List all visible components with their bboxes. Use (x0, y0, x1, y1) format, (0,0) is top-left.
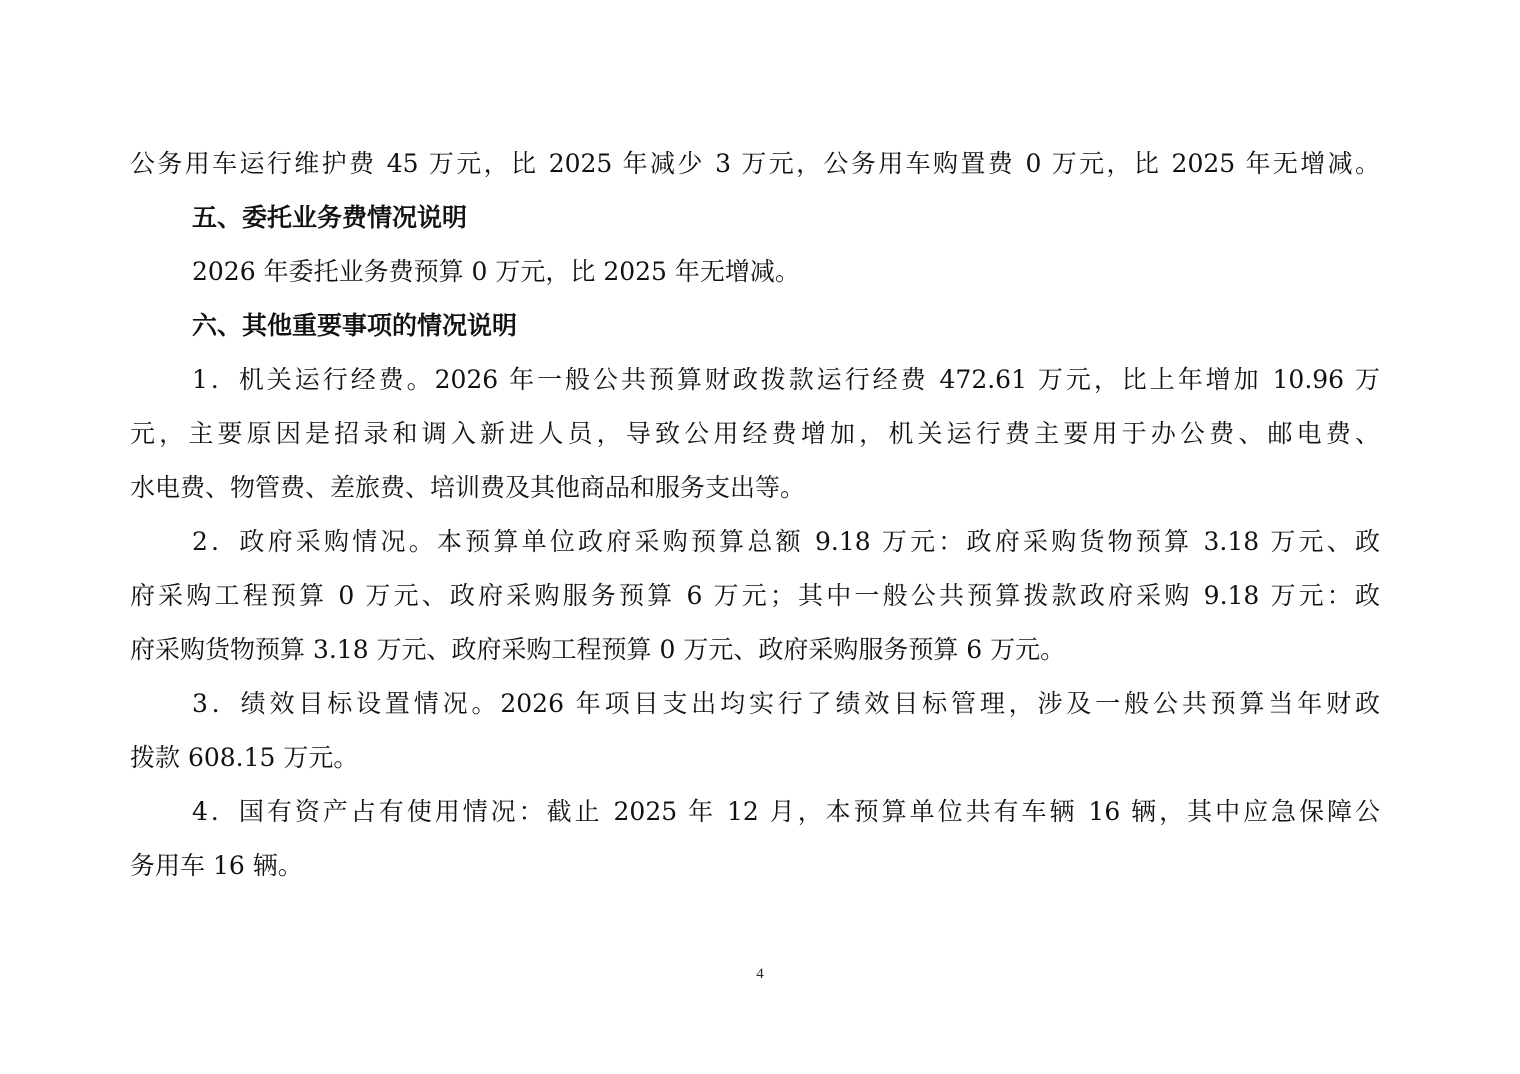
paragraph-line: 3．绩效目标设置情况。2026 年项目支出均实行了绩效目标管理，涉及一般公共预算当年财政 (192, 689, 1380, 718)
paragraph-line: 4．国有资产占有使用情况：截止 2025 年 12 月，本预算单位共有车辆 16 辆，其中应急保障公 (192, 797, 1380, 826)
paragraph-line: 水电费、物管费、差旅费、培训费及其他商品和服务支出等。 (130, 473, 806, 502)
paragraph-line: 元，主要原因是招录和调入新进人员，导致公用经费增加，机关运行费主要用于办公费、邮电费、 (130, 419, 1380, 448)
paragraph-line: 公务用车运行维护费 45 万元，比 2025 年减少 3 万元，公务用车购置费 0 万元，比 2025 年无增减。 (130, 149, 1380, 178)
paragraph-line: 拨款 608.15 万元。 (130, 743, 359, 772)
paragraph-line: 府采购工程预算 0 万元、政府采购服务预算 6 万元；其中一般公共预算拨款政府采购 9.18 万元：政 (130, 581, 1380, 610)
page-number: 4 (756, 966, 764, 982)
paragraph-line: 2026 年委托业务费预算 0 万元，比 2025 年无增减。 (192, 257, 800, 286)
paragraph-line: 2．政府采购情况。本预算单位政府采购预算总额 9.18 万元：政府采购货物预算 3.18 万元、政 (192, 527, 1380, 556)
section-heading-5: 五、委托业务费情况说明 (192, 203, 468, 232)
section-heading-6: 六、其他重要事项的情况说明 (192, 311, 518, 340)
paragraph-line: 府采购货物预算 3.18 万元、政府采购工程预算 0 万元、政府采购服务预算 6 万元。 (130, 635, 1066, 664)
paragraph-line: 1．机关运行经费。2026 年一般公共预算财政拨款运行经费 472.61 万元，比上年增加 10.96 万 (192, 365, 1380, 394)
document-body (130, 137, 1380, 893)
paragraph-line: 务用车 16 辆。 (130, 851, 303, 880)
